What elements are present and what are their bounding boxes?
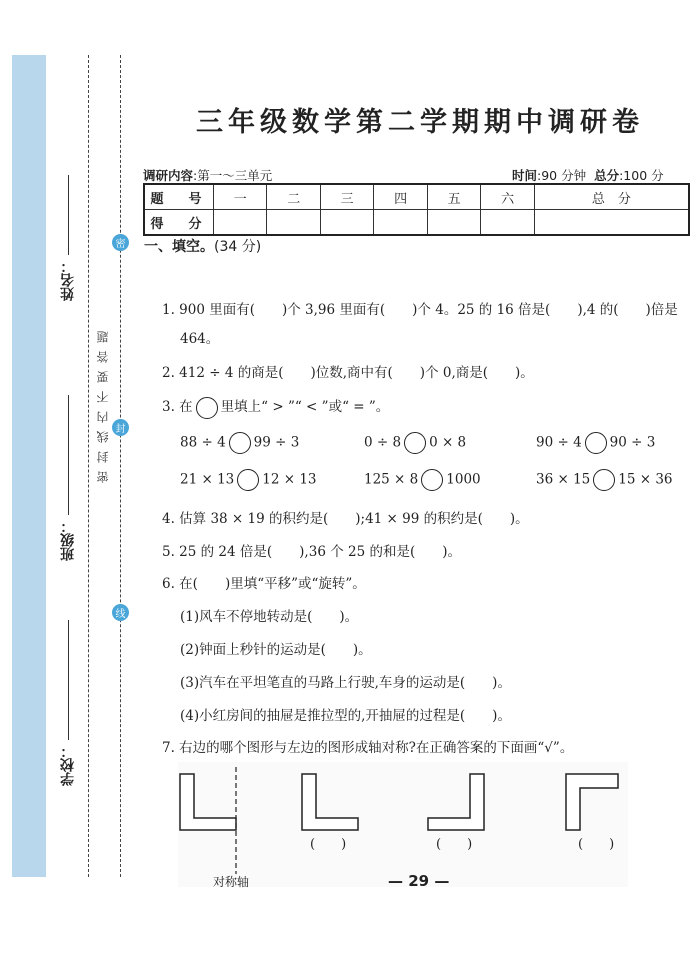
compare-left: 88 ÷ 4 [180,434,226,451]
answer-paren-a[interactable]: ( ) [310,837,347,852]
name-label: 姓名： [60,259,76,301]
score-header-cell: 题 号 [144,184,214,210]
answer-paren-c[interactable]: ( ) [578,837,615,852]
page-title: 三年级数学第二学期期中调研卷 [196,107,644,138]
score-cell[interactable] [320,210,373,236]
compare-left: 90 ÷ 4 [536,434,582,451]
score-cell[interactable] [534,210,689,236]
compare-circle-icon[interactable] [585,432,607,454]
school-label: 学校： [60,744,76,786]
content-value: :第一～三单元 [193,168,273,183]
compare-right: 90 ÷ 3 [609,434,656,451]
sidebar-strip [12,55,46,877]
question-2: 2. 412 ÷ 4 的商是( )位数,商中有( )个 0,商是( )。 [162,365,534,381]
compare-left: 0 ÷ 8 [364,434,402,451]
section-points: (34 分) [214,239,262,255]
symmetry-figures [178,762,628,887]
question-6-item-1: (1)风车不停地转动是( )。 [180,609,359,625]
axis-label: 对称轴 [213,875,250,889]
compare-item [364,432,466,454]
score-header-cell: 总 分 [534,184,689,210]
name-field[interactable] [54,175,82,301]
question-6-item-2: (2)钟面上秒针的运动是( )。 [180,642,372,658]
compare-left: 21 × 13 [180,471,235,488]
seal-line-notice: 密封线内不要答题 [96,323,110,483]
compare-right: 0 × 8 [429,434,467,451]
score-table-header-row [144,184,689,210]
score-row-label: 得 分 [144,210,214,236]
score-cell[interactable] [427,210,480,236]
score-header-cell: 四 [374,184,427,210]
seal-char-feng: 封 [112,419,129,436]
class-label: 班级： [60,519,76,561]
score-table [143,183,690,236]
class-blank-line [68,395,69,515]
seal-dashed-line-left [88,55,89,877]
seal-char-mi: 密 [112,234,129,251]
compare-circle-icon[interactable] [593,469,615,491]
compare-item [536,469,673,491]
section-title [144,236,261,256]
question-6-item-4: (4)小红房间的抽屉是推拉型的,开抽屉的过程是( )。 [180,708,511,724]
content-label: 调研内容 [143,168,194,183]
score-header-cell: 六 [481,184,534,210]
question-6: 6. 在( )里填“平移”或“旋转”。 [162,576,366,592]
score-header-cell: 二 [267,184,320,210]
compare-circle-icon[interactable] [237,469,259,491]
question-1-line-2: 464。 [180,331,220,347]
question-3-prefix: 3. 在 [162,399,193,415]
compare-left: 125 × 8 [364,471,419,488]
total-label: 总分 [594,168,620,183]
score-cell[interactable] [374,210,427,236]
score-cell[interactable] [214,210,267,236]
score-cell[interactable] [267,210,320,236]
seal-char-xian: 线 [112,604,129,621]
page-number: — 29 — [388,872,450,890]
question-7: 7. 右边的哪个图形与左边的图形成轴对称?在正确答案的下面画“√”。 [162,740,574,756]
answer-paren-b[interactable]: ( ) [436,837,473,852]
exam-time-total [512,166,664,184]
symmetry-figures-svg [178,762,628,887]
compare-item [536,432,655,454]
question-4: 4. 估算 38 × 19 的积约是( );41 × 99 的积约是( )。 [162,511,529,527]
compare-circle-icon[interactable] [404,432,426,454]
compare-left: 36 × 15 [536,471,591,488]
score-header-cell: 一 [214,184,267,210]
compare-circle-icon [196,397,218,419]
compare-item [364,469,481,491]
school-blank-line [68,620,69,740]
question-5: 5. 25 的 24 倍是( ),36 个 25 的和是( )。 [162,544,461,560]
score-table-score-row [144,210,689,236]
score-header-cell: 五 [427,184,480,210]
compare-item [180,432,299,454]
total-value: :100 分 [619,168,664,183]
question-3 [162,395,389,419]
score-cell[interactable] [481,210,534,236]
compare-right: 15 × 36 [618,471,673,488]
time-value: :90 分钟 [537,168,587,183]
time-label: 时间 [512,168,538,183]
question-3-suffix: 里填上“ > ”“ < ”或“ = ”。 [220,399,390,415]
compare-right: 12 × 13 [262,471,317,488]
seal-dashed-line-right [120,55,121,877]
compare-right: 1000 [446,471,481,488]
school-field[interactable] [54,620,82,786]
figures-background [178,762,628,887]
compare-right: 99 ÷ 3 [253,434,300,451]
compare-item [180,469,317,491]
compare-circle-icon[interactable] [421,469,443,491]
exam-content [143,166,272,184]
question-6-item-3: (3)汽车在平坦笔直的马路上行驶,车身的运动是( )。 [180,675,511,691]
compare-circle-icon[interactable] [229,432,251,454]
score-header-cell: 三 [320,184,373,210]
class-field[interactable] [54,395,82,561]
section-heading: 一、填空。 [144,239,214,255]
name-blank-line [68,175,69,255]
question-1-line-1: 1. 900 里面有( )个 3,96 里面有( )个 4。25 的 16 倍是( ),4 的( )倍是 [162,302,678,318]
